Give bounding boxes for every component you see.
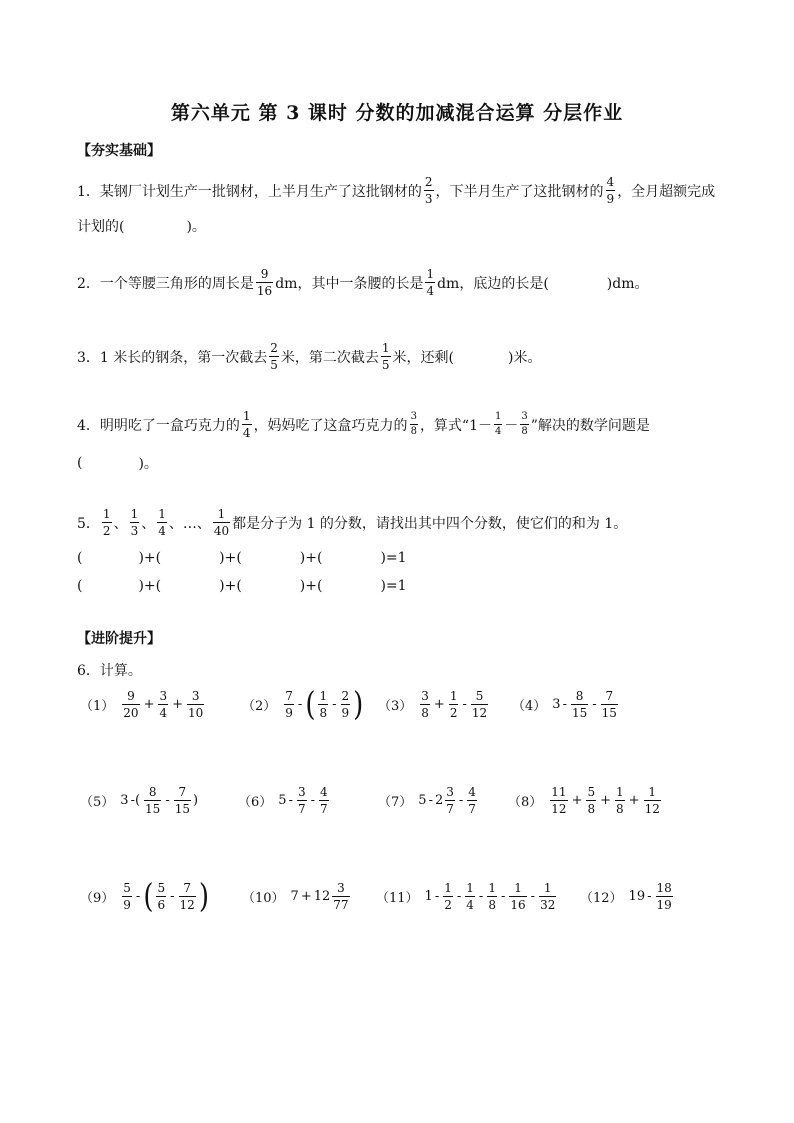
question-5: 5． $\frac{1}{2}$ 、 $\frac{1}{3}$ 、 $\frac{1}{4}$ 、…、 $\frac{1}{40}$ 都是分子为 1 的分数，请找出其中四个分数，使它们的和为 1。 xyxy=(77,507,628,538)
fraction: $\frac{4}{9}$ xyxy=(606,175,615,206)
q4-text: )。 xyxy=(138,456,158,472)
calc-6: （6） 5 - $\frac{3}{7}$ - $\frac{4}{7}$ xyxy=(238,785,328,816)
fraction: $\frac{1}{4}$ xyxy=(158,507,166,538)
question-4 xyxy=(77,410,650,439)
q2-text: dm，底边的长是( xyxy=(437,275,549,292)
question-1-cont xyxy=(77,216,206,236)
calc-9: （9） $\frac{5}{9}$ - ( $\frac{5}{6}$ - $\frac{7}{12}$ ) xyxy=(80,877,209,916)
fraction: $\frac{3}{8}$ xyxy=(521,411,528,437)
q1-text: )。 xyxy=(186,219,206,235)
answer-row-2: ( )+( )+( )+( )=1 xyxy=(77,578,407,594)
q2-text: )dm。 xyxy=(606,275,649,292)
calc-11: （11） 1 - $\frac{1}{2}$ - $\frac{1}{4}$ - $\frac{1}{8}$ - $\frac{1}{16}$ - $\frac{1}{32}$ xyxy=(376,881,556,912)
calc-3: （3） $\frac{3}{8}$ + $\frac{1}{2}$ - $\frac{5}{12}$ xyxy=(378,689,488,720)
calc-12: （12） 19 - $\frac{18}{19}$ xyxy=(580,881,672,912)
question-4-cont xyxy=(77,453,158,473)
calc-10: （10） 7 + 12 $\frac{3}{77}$ xyxy=(242,881,349,912)
q4-text: ，妈妈吃了这盒巧克力的 xyxy=(253,417,408,434)
fraction: $\frac{1}{4}$ xyxy=(426,267,435,298)
q3-text: 米，第二次截去 xyxy=(280,349,379,366)
section-advanced: 【进阶提升】 xyxy=(77,631,161,647)
fraction: $\frac{1}{2}$ xyxy=(102,507,111,538)
q6-text: 6．计算。 xyxy=(77,663,142,679)
fraction: $\frac{2}{5}$ xyxy=(270,341,278,372)
q3-text: )米。 xyxy=(508,349,542,366)
question-1 xyxy=(77,176,715,205)
q5-text: 都是分子为 1 的分数，请找出其中四个分数，使它们的和为 1。 xyxy=(232,515,628,532)
q4-text: ，算式“1－ xyxy=(419,417,493,434)
calc-4: （4） 3 - $\frac{8}{15}$ - $\frac{7}{15}$ xyxy=(512,689,617,720)
question-6 xyxy=(77,660,142,680)
fraction: $\frac{1}{4}$ xyxy=(242,409,251,440)
calc-5: （5） 3 -( $\frac{8}{15}$ - $\frac{7}{15}$ ) xyxy=(80,785,199,816)
q1-text: ，全月超额完成 xyxy=(617,183,716,200)
calc-7: （7） 5 - 2 $\frac{3}{7}$ - $\frac{4}{7}$ xyxy=(378,785,476,816)
q1-text: 计划的( xyxy=(77,219,125,235)
q4-text: 4．明明吃了一盒巧克力的 xyxy=(77,417,240,434)
q1-text: 1．某钢厂计划生产一批钢材，上半月生产了这批钢材的 xyxy=(77,183,422,200)
fraction: $\frac{1}{5}$ xyxy=(381,341,390,372)
fraction: $\frac{2}{3}$ xyxy=(424,175,433,206)
question-3 xyxy=(77,342,541,371)
q5-text: 5． xyxy=(77,515,100,532)
q2-text: dm，其中一条腰的长是 xyxy=(275,275,424,292)
fraction: $\frac{1}{3}$ xyxy=(130,507,139,538)
fraction: $\frac{3}{8}$ xyxy=(410,411,417,437)
calc-2: （2） $\frac{7}{9}$ - ( $\frac{1}{8}$ - $\frac{2}{9}$ ) xyxy=(242,685,364,724)
q3-text: 米，还剩( xyxy=(392,349,455,366)
fraction: $\frac{9}{16}$ xyxy=(256,267,273,298)
calc-8: （8） $\frac{11}{12}$ + $\frac{5}{8}$ + $\frac{1}{8}$ + $\frac{1}{12}$ xyxy=(508,785,660,816)
section-basic: 【夯实基础】 xyxy=(77,143,161,159)
q4-text: ”解决的数学问题是 xyxy=(530,417,650,434)
fraction: $\frac{1}{4}$ xyxy=(495,411,502,437)
q4-text: － xyxy=(504,417,519,434)
q2-text: 2．一个等腰三角形的周长是 xyxy=(77,275,254,292)
q4-text: ( xyxy=(77,455,83,471)
page-title: 第六单元 第 3 课时 分数的加减混合运算 分层作业 xyxy=(170,102,624,124)
answer-row-1: ( )+( )+( )+( )=1 xyxy=(77,550,407,566)
q3-text: 3．1 米长的钢条，第一次截去 xyxy=(77,349,268,366)
question-2 xyxy=(77,268,649,297)
q1-text: ，下半月生产了这批钢材的 xyxy=(435,183,604,200)
fraction: $\frac{1}{40}$ xyxy=(213,507,230,538)
calc-1: （1） $\frac{9}{20}$ + $\frac{3}{4}$ + $\frac{3}{10}$ xyxy=(80,689,204,720)
